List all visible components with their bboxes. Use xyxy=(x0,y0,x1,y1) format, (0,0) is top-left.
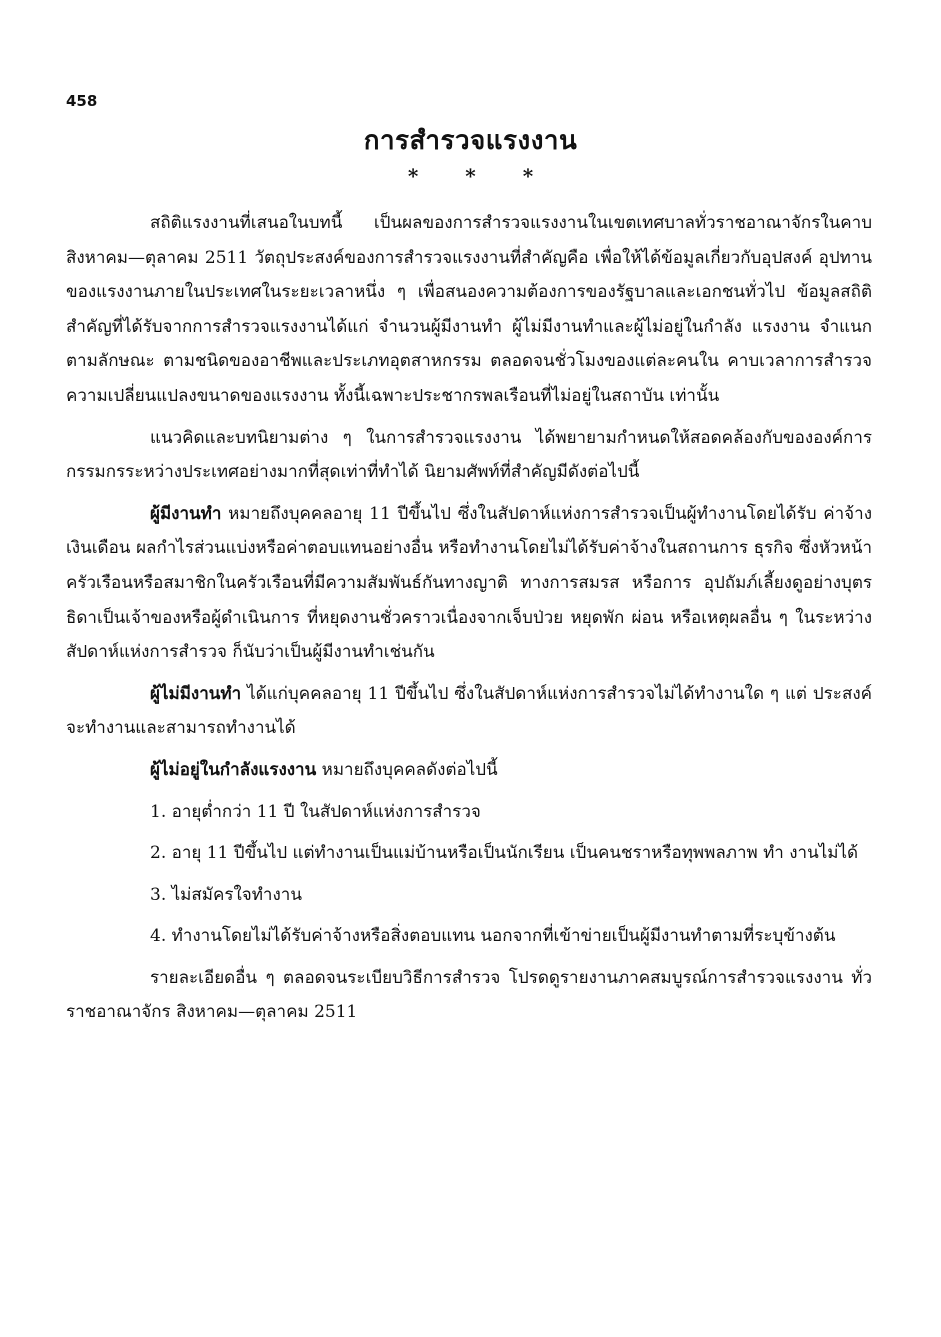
list-item: 3. ไม่สมัครใจทำงาน xyxy=(150,884,302,905)
term-employed: ผู้มีงานทำ xyxy=(150,503,222,524)
definition-employed xyxy=(66,497,872,670)
list-item: 2. อายุ 11 ปีขึ้นไป แต่ทำงานเป็นแม่บ้านหรือเป็นนักเรียน เป็นคนชราหรือทุพพลภาพ ทำ งานไม่ได้ xyxy=(150,843,859,864)
definition-not-in-labor-force-text: หมายถึงบุคคลดังต่อไปนี้ xyxy=(316,759,498,780)
definition-unemployed-text: ได้แก่บุคคลอายุ 11 ปีขึ้นไป ซึ่งในสัปดาห์แห่งการสำรวจไม่ได้ทำงานใด ๆ แต่ ประสงค์จะทำงานและสามารถทำงานได้ xyxy=(66,683,872,739)
definition-employed-text: หมายถึงบุคคลอายุ 11 ปีขึ้นไป ซึ่งในสัปดาห์แห่งการสำรวจเป็นผู้ทำงานโดยได้รับ ค่าจ้างเงินเดือน ผลกำไรส่วนแบ่งหรือค่าตอบแทนอย่างอื่น หรือทำงานโดยไม่ได้รับค่าจ้างในสถานการ ธุรกิจ ซึ่งหัวหน้าครัวเรือนหรือสมาชิกในครัวเรือนที่มีความสัมพันธ์กันทางญาติ ทางการสมรส หรือการ อุปถัมภ์เลี้ยงดูอย่างบุตรธิดาเป็นเจ้าของหรือผู้ดำเนินการ ที่หยุดงานชั่วคราวเนื่องจากเจ็บป่วย หยุดพัก ผ่อน หรือเหตุผลอื่น ๆ ในระหว่างสัปดาห์แห่งการสำรวจ ก็นับว่าเป็นผู้มีงานทำเช่นกัน xyxy=(66,503,872,663)
list-item: 4. ทำงานโดยไม่ได้รับค่าจ้างหรือสิ่งตอบแทน นอกจากที่เข้าข่ายเป็นผู้มีงานทำตามที่ระบุข้างต้น xyxy=(150,926,836,947)
page-title: การสำรวจแรงงาน xyxy=(363,126,578,156)
term-not-in-labor-force: ผู้ไม่อยู่ในกำลังแรงงาน xyxy=(150,759,317,780)
intro-paragraph-2: แนวคิดและบทนิยามต่าง ๆ ในการสำรวจแรงงาน ได้พยายามกำหนดให้สอดคล้องกับขององค์การ กรรมกรระหว่างประเทศอย่างมากที่สุดเท่าที่ทำได้ นิยามศัพท์ที่สำคัญมีดังต่อไปนี้ xyxy=(66,427,872,483)
page-number: 458 xyxy=(66,92,98,110)
term-unemployed: ผู้ไม่มีงานทำ xyxy=(150,683,242,704)
intro-paragraph-1: สถิติแรงงานที่เสนอในบทนี้ เป็นผลของการสำรวจแรงงานในเขตเทศบาลทั่วราชอาณาจักรในคาบ สิงหาคม—ตุลาคม 2511 วัตถุประสงค์ของการสำรวจแรงงานที่สำคัญคือ เพื่อให้ได้ข้อมูลเกี่ยวกับอุปสงค์ อุปทานของแรงงานภายในประเทศในระยะเวลาหนึ่ง ๆ เพื่อสนองความต้องการของรัฐบาลและเอกชนทั่วไป ข้อมูลสถิติสำคัญที่ได้รับจากการสำรวจแรงงานได้แก่ จำนวนผู้มีงานทำ ผู้ไม่มีงานทำและผู้ไม่อยู่ในกำลัง แรงงาน จำแนกตามลักษณะ ตามชนิดของอาชีพและประเภทอุตสาหกรรม ตลอดจนชั่วโมงของแต่ละคนใน คาบเวลาการสำรวจ ความเปลี่ยนแปลงขนาดของแรงงาน ทั้งนี้เฉพาะประชากรพลเรือนที่ไม่อยู่ในสถาบัน เท่านั้น xyxy=(66,213,872,406)
definition-unemployed xyxy=(66,677,872,746)
body-text xyxy=(66,206,872,1037)
section-separator: * * * xyxy=(407,164,534,188)
closing-paragraph: รายละเอียดอื่น ๆ ตลอดจนระเบียบวิธีการสำรวจ โปรดดูรายงานภาคสมบูรณ์การสำรวจแรงงาน ทั่วราชอาณาจักร สิงหาคม—ตุลาคม 2511 xyxy=(66,967,872,1023)
definition-not-in-labor-force xyxy=(66,753,872,788)
list-item: 1. อายุต่ำกว่า 11 ปี ในสัปดาห์แห่งการสำรวจ xyxy=(150,801,481,822)
